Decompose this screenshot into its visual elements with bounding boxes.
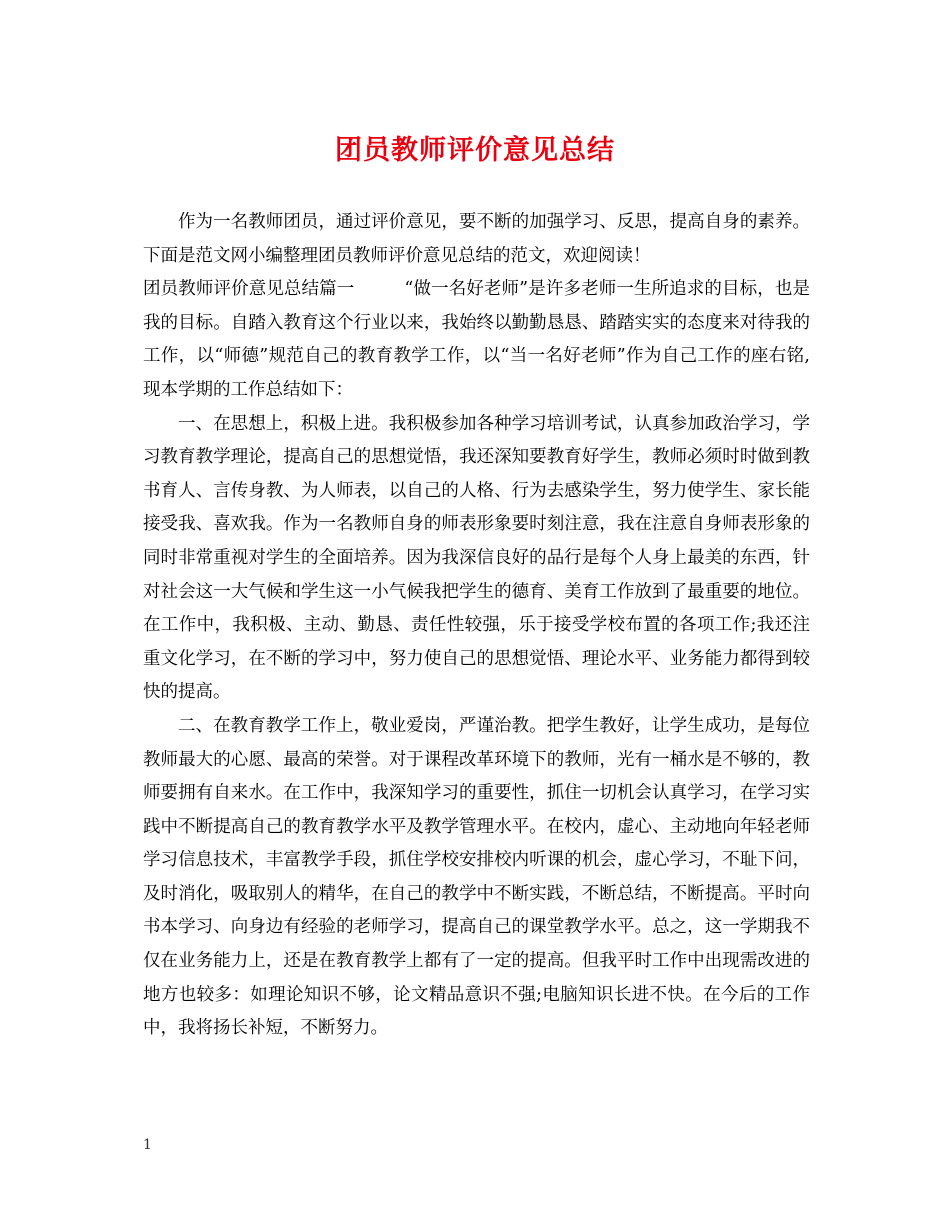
section-paragraph: [143, 273, 810, 407]
paragraph-teaching: 二、在教育教学工作上，敬业爱岗，严谨治教。把学生教好，让学生成功，是每位教师最大的心愿、最高的荣誉。对于课程改革环境下的教师，光有一桶水是不够的，教师要拥有自来水。在工作中，我深知学习的重要性，抓住一切机会认真学习，在学习实践中不断提高自己的教育教学水平及教学管理水平。在校内，虚心、主动地向年轻老师学习信息技术，丰富教学手段，抓住学校安排校内听课的机会，虚心学习，不耻下问，及时消化，吸取别人的精华，在自己的教学中不断实践，不断总结，不断提高。平时向书本学习、向身边有经验的老师学习，提高自己的课堂教学水平。总之，这一学期我不仅在业务能力上，还是在教育教学上都有了一定的提高。但我平时工作中出现需改进的地方也较多：如理论知识不够，论文精品意识不强;电脑知识长进不快。在今后的工作中，我将扬长补短，不断努力。: [143, 715, 810, 1039]
section-heading: 团员教师评价意见总结篇一: [143, 279, 355, 300]
paragraph-ideology: 一、在思想上，积极上进。我积极参加各种学习培训考试，认真参加政治学习，学习教育教学理论，提高自己的思想觉悟，我还深知要教育好学生，教师必须时时做到教书育人、言传身教、为人师表，以自己的人格、行为去感染学生，努力使学生、家长能接受我、喜欢我。作为一名教师自身的师表形象要时刻注意，我在注意自身师表形象的同时非常重视对学生的全面培养。因为我深信良好的品行是每个人身上最美的东西，针对社会这一大气候和学生这一小气候我把学生的德育、美育工作放到了最重要的地位。在工作中，我积极、主动、勤恳、责任性较强，乐于接受学校布置的各项工作;我还注重文化学习，在不断的学习中，努力使自己的思想觉悟、理论水平、业务能力都得到较快的提高。: [143, 413, 810, 703]
document-title: 团员教师评价意见总结: [335, 135, 615, 166]
intro-paragraph: 作为一名教师团员，通过评价意见，要不断的加强学习、反思，提高自身的素养。下面是范文网小编整理团员教师评价意见总结的范文，欢迎阅读！: [143, 212, 810, 266]
section-lead: “做一名好老师”是许多老师一生所追求的目标，也是我的目标。自踏入教育这个行业以来，我始终以勤勤恳恳、踏踏实实的态度来对待我的工作，以“师德”规范自己的教育教学工作，以“当一名好老师”作为自己工作的座右铭,现本学期的工作总结如下：: [143, 279, 810, 400]
document-body: [143, 206, 810, 1046]
page-number: 1: [143, 1137, 152, 1153]
